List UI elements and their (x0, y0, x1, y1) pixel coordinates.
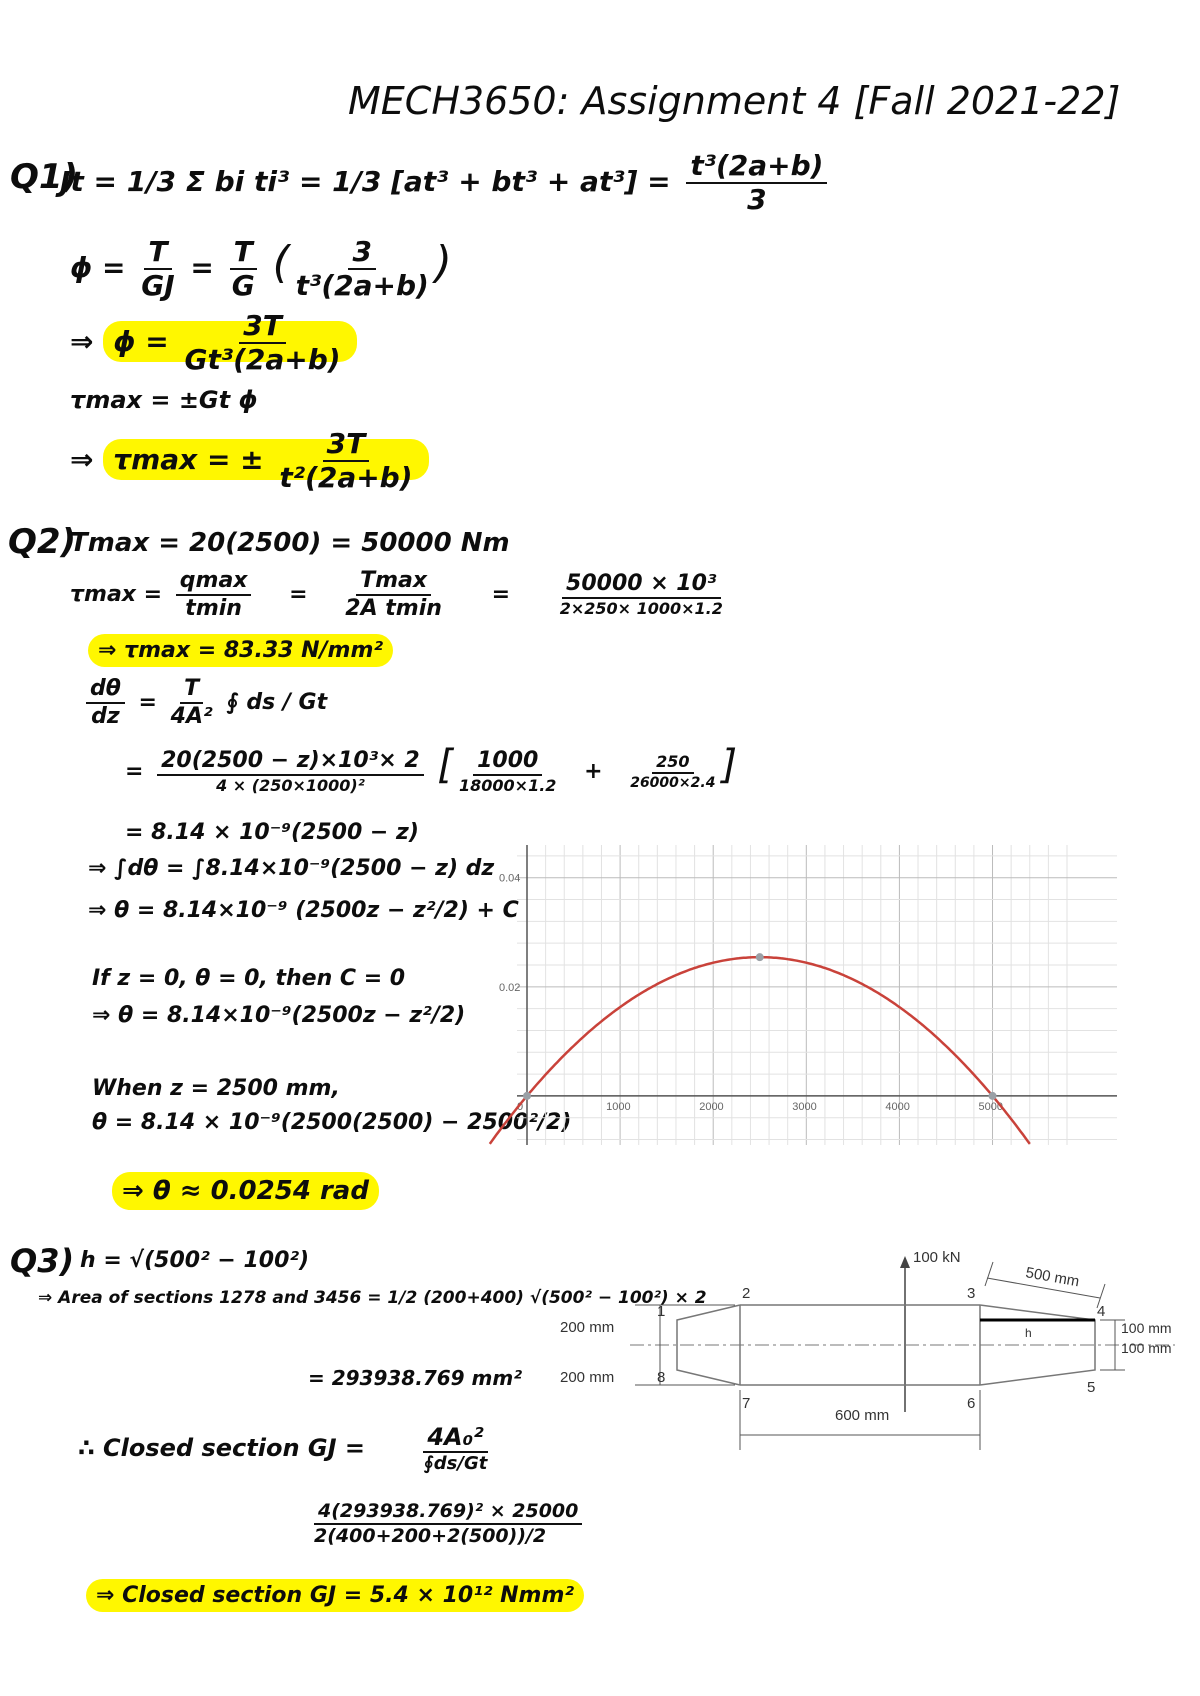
q2-tau-frac1 (176, 570, 252, 620)
q1-phi-lhs: ϕ = (70, 251, 126, 284)
q2-tau-frac2 (345, 570, 442, 620)
q2-when: When z = 2500 mm, (92, 1076, 340, 1101)
data-point (989, 1092, 997, 1100)
load-label: 100 kN (913, 1249, 961, 1266)
q1-phi-num3: 3 (348, 238, 375, 270)
q2-subst-b1-den: 18000×1.2 (459, 776, 557, 795)
dim-100-bot-label: 100 mm (1121, 1340, 1172, 1356)
dim-200-bot-label: 200 mm (560, 1369, 615, 1386)
q1-phi-num2: T (230, 238, 257, 270)
q2-dtheta-frac (86, 678, 125, 728)
q2-tmax-line: Tmax = 20(2500) = 50000 Nm (70, 528, 510, 558)
q3-area-value: = 293938.769 mm² (308, 1366, 522, 1390)
q2-tau-eq2: = (491, 582, 511, 607)
q2-theta-bc: ⇒ θ = 8.14×10⁻⁹(2500z − z²/2) (92, 1003, 466, 1028)
q2-subst-b2 (630, 754, 715, 790)
q2-tau-den1: tmin (185, 596, 242, 621)
q2-tau-num2: Tmax (356, 570, 431, 596)
node-6: 6 (967, 1395, 976, 1412)
q2-boundary: If z = 0, θ = 0, then C = 0 (92, 966, 406, 991)
q2-label: Q2) (8, 522, 77, 562)
q1-phi-result (70, 309, 357, 376)
q3-gj-frac (423, 1425, 487, 1473)
q1-tmax-result (70, 427, 429, 494)
x-tick-label: 0 (517, 1100, 524, 1113)
x-tick-label: 1000 (606, 1100, 631, 1113)
x-tick-label: 5000 (978, 1100, 1004, 1113)
dim-100-top-label: 100 mm (1121, 1320, 1172, 1336)
q2-theta-general: ⇒ θ = 8.14×10⁻⁹ (2500z − z²/2) + C (88, 898, 519, 923)
q3-result (86, 1585, 584, 1607)
q2-tau-result (88, 640, 393, 662)
q1-phi-res-frac (184, 309, 341, 376)
node-4: 4 (1097, 1303, 1106, 1320)
q1-phi-frac1 (141, 235, 175, 302)
page-title: MECH3650: Assignment 4 [Fall 2021-22] (348, 79, 1121, 123)
q2-subst-line: = $\frac{\text{20(2500 − z)×10³× 2}}{\text{4 × (250×1000)²}}$ [ $\frac{1000}{18000\times 1.2}$ + $\frac{250}{26000\times 2.4}$ ] (125, 742, 738, 795)
dim-600-label: 600 mm (835, 1407, 890, 1424)
q2-tau-line (70, 570, 729, 620)
q1-phi-frac2 (230, 235, 257, 302)
q1-tmax-highlight (103, 427, 428, 494)
q1-phi-res-den: Gt³(2a+b) (184, 343, 341, 376)
q1-phi-num1: T (144, 238, 171, 270)
q2-subst-b2-den: 26000×2.4 (630, 775, 716, 791)
x-tick-label: 4000 (885, 1100, 910, 1113)
q2-tau-den2: 2A tmin (345, 596, 442, 621)
q3-gj-den: ∮ds/Gt (423, 1453, 488, 1474)
q3-area-line: ⇒ Area of sections 1278 and 3456 = 1/2 (200+400) √(500² − 100²) × 2 (38, 1288, 707, 1308)
q1-phi-res-lhs: ϕ = (113, 325, 169, 358)
q2-tau-den3: 2×250× 1000×1.2 (559, 599, 723, 618)
q2-tau-num1: qmax (176, 570, 252, 596)
q2-dtheta-frac2 (171, 678, 213, 728)
q3-label: Q3) (10, 1242, 75, 1280)
x-tick-label: 2000 (699, 1100, 724, 1113)
q1-tmax-res-lhs: τmax = ± (113, 443, 264, 476)
q2-subst-b1 (459, 750, 556, 794)
q2-subst-num: 20(2500 − z)×10³× 2 (157, 750, 424, 776)
q2-tau-eq1: = (289, 582, 308, 607)
node-5: 5 (1087, 1379, 1096, 1396)
q2-tau-highlight: ⇒ τmax = 83.33 N/mm² (88, 634, 393, 667)
y-tick-label: 0.04 (499, 872, 521, 885)
node-8: 8 (657, 1369, 666, 1386)
q2-simplified: = 8.14 × 10⁻⁹(2500 − z) (125, 820, 419, 845)
y-tick-label: 0.02 (499, 981, 521, 994)
q2-tau-frac3 (560, 573, 723, 617)
h-label: h (1025, 1326, 1032, 1340)
q3-gj-text: ∴ Closed section GJ = (78, 1434, 365, 1462)
q1-jt-text: Jt = 1/3 Σ bi ti³ = 1/3 [at³ + bt³ + at³] = (60, 165, 671, 198)
q1-phi-frac3 (295, 235, 429, 302)
q1-phi-highlight (103, 309, 356, 376)
q1-phi-res-num: 3T (239, 312, 286, 344)
q2-dtheta-eq: = (138, 690, 157, 715)
q1-jt-fraction (686, 149, 827, 216)
dim-200-top-label: 200 mm (560, 1319, 615, 1336)
q1-tmax-res-den: t²(2a+b) (279, 461, 413, 494)
data-point (523, 1092, 531, 1100)
q2-tau-num3: 50000 × 10³ (562, 573, 721, 599)
q1-phi-line: ϕ = $\frac{T}{GJ}$ = $\frac{T}{G}$ ( $\frac{3}{\text{t³(2a+b)}}$ ) (70, 235, 452, 302)
q1-jt-den: 3 (747, 183, 767, 216)
q2-subst-b2-num: 250 (652, 754, 693, 774)
cross-section-diagram (560, 1240, 1195, 1540)
q1-phi-den3: t³(2a+b) (295, 269, 429, 302)
q1-jt-num: t³(2a+b) (686, 152, 827, 184)
q2-dtheta-den: dz (91, 704, 120, 729)
q2-dtheta-num: dθ (86, 678, 125, 704)
load-arrowhead-icon (900, 1256, 910, 1268)
q1-tmax-res-frac (279, 427, 413, 494)
q2-integral: ⇒ ∫dθ = ∫8.14×10⁻⁹(2500 − z) dz (88, 856, 495, 881)
q2-subst-plus: + (584, 759, 603, 784)
node-7: 7 (742, 1395, 751, 1412)
q3-calc-num: 4(293938.769)² × 25000 (314, 1502, 582, 1525)
node-1: 1 (657, 1303, 666, 1320)
q3-calc-frac (314, 1502, 582, 1546)
node-2: 2 (742, 1285, 751, 1302)
q1-phi-den2: G (231, 269, 255, 302)
theta-curve (490, 957, 1030, 1144)
theta-chart (499, 845, 1117, 1145)
q2-tau-lhs: τmax = (70, 582, 163, 607)
q3-result-highlight: ⇒ Closed section GJ = 5.4 × 10¹² Nmm² (86, 1579, 584, 1612)
q3-calc (308, 1502, 588, 1546)
q2-dtheta-den2: 4A² (170, 704, 213, 729)
node-3: 3 (967, 1285, 976, 1302)
q1-tmax-arrow: ⇒ (70, 443, 94, 476)
q2-subst-frac (157, 750, 424, 794)
q2-dtheta-num2: T (180, 678, 203, 704)
q1-label: Q1) (10, 157, 79, 197)
q1-tmax-res-num: 3T (323, 430, 370, 462)
dim-500-label: 500 mm (1024, 1264, 1081, 1291)
q3-h-line: h = √(500² − 100²) (80, 1248, 310, 1273)
data-point (756, 953, 764, 961)
q2-subst-den: 4 × (250×1000)² (216, 776, 365, 795)
q1-tmax-line: τmax = ±Gt ϕ (70, 386, 258, 414)
q1-phi-eq: = (190, 251, 214, 284)
q2-subst-b1-num: 1000 (473, 750, 542, 776)
q3-gj-num: 4A₀² (423, 1425, 487, 1453)
q2-dtheta-line (80, 678, 327, 728)
q1-phi-den1: GJ (141, 269, 175, 302)
q2-result (112, 1178, 379, 1204)
q2-result-highlight: ⇒ θ ≈ 0.0254 rad (112, 1172, 379, 1210)
q3-calc-den: 2(400+200+2(500))/2 (314, 1525, 547, 1547)
x-tick-label: 3000 (792, 1100, 817, 1113)
q1-jt-line (60, 149, 833, 216)
q2-dtheta-int: ∮ ds / Gt (226, 690, 328, 715)
q1-phi-arrow: ⇒ (70, 325, 94, 358)
q2-theta-eval: θ = 8.14 × 10⁻⁹(2500(2500) − 2500²/2) (92, 1110, 572, 1135)
q3-gj-line (78, 1425, 494, 1473)
